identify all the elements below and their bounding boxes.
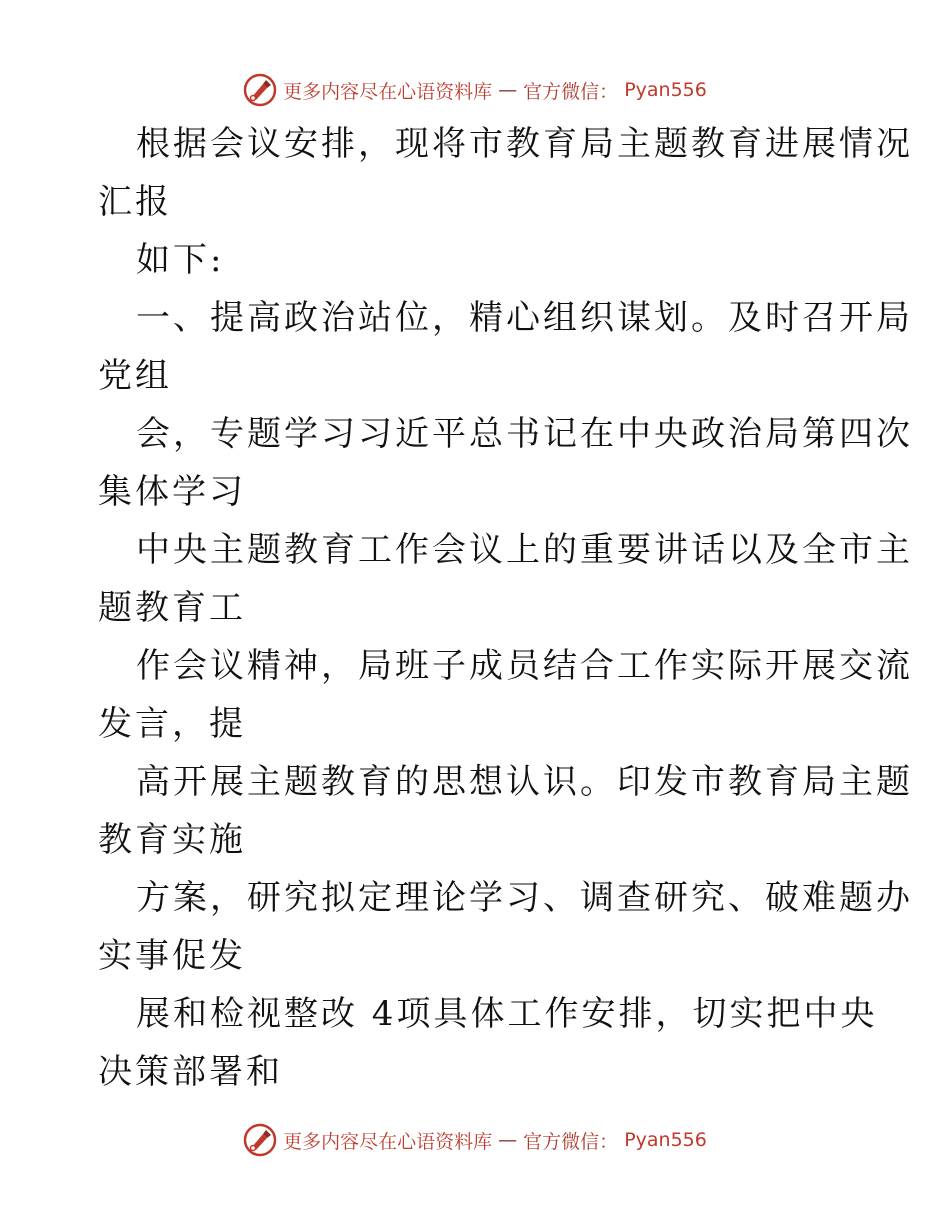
watermark-brand-text: 更多内容尽在心语资料库 (283, 80, 493, 103)
body-line: 会，专题学习习近平总书记在中央政治局第四次 (136, 414, 913, 454)
body-line: 题教育工 (98, 588, 246, 628)
body-line: 实事促发 (98, 936, 246, 976)
body-line: 作会议精神，局班子成员结合工作实际开展交流 (136, 646, 913, 686)
watermark-header (0, 70, 950, 110)
pen-nib-logo-icon (243, 73, 277, 107)
body-line: 教育实施 (98, 820, 246, 860)
body-line: 发言，提 (98, 704, 246, 744)
body-line: 集体学习 (98, 472, 246, 512)
body-line: 汇报 (98, 182, 172, 222)
body-line: 方案，研究拟定理论学习、调查研究、破难题办 (136, 878, 913, 918)
watermark-official-label: 官方微信： (523, 80, 619, 103)
body-line: 高开展主题教育的思想认识。印发市教育局主题 (136, 762, 913, 802)
watermark-footer (0, 1120, 950, 1160)
watermark-wechat-id: Pyan556 (624, 1129, 707, 1151)
watermark-separator: — (498, 1129, 518, 1151)
pen-nib-logo-icon (243, 1123, 277, 1157)
body-line: 如下: (136, 240, 225, 280)
watermark-brand-text: 更多内容尽在心语资料库 (283, 1130, 493, 1153)
body-line: 中央主题教育工作会议上的重要讲话以及全市主 (136, 530, 913, 570)
watermark-separator: — (498, 79, 518, 101)
body-line: 决策部署和 (98, 1052, 283, 1092)
body-line: 党组 (98, 356, 172, 396)
document-body (98, 115, 913, 1101)
body-line: 根据会议安排，现将市教育局主题教育进展情况 (136, 124, 913, 164)
watermark-wechat-id: Pyan556 (624, 79, 707, 101)
body-line: 一、提高政治站位，精心组织谋划。及时召开局 (136, 298, 913, 338)
body-line: 展和检视整改 4项具体工作安排，切实把中央 (136, 994, 878, 1034)
watermark-official-label: 官方微信： (523, 1130, 619, 1153)
